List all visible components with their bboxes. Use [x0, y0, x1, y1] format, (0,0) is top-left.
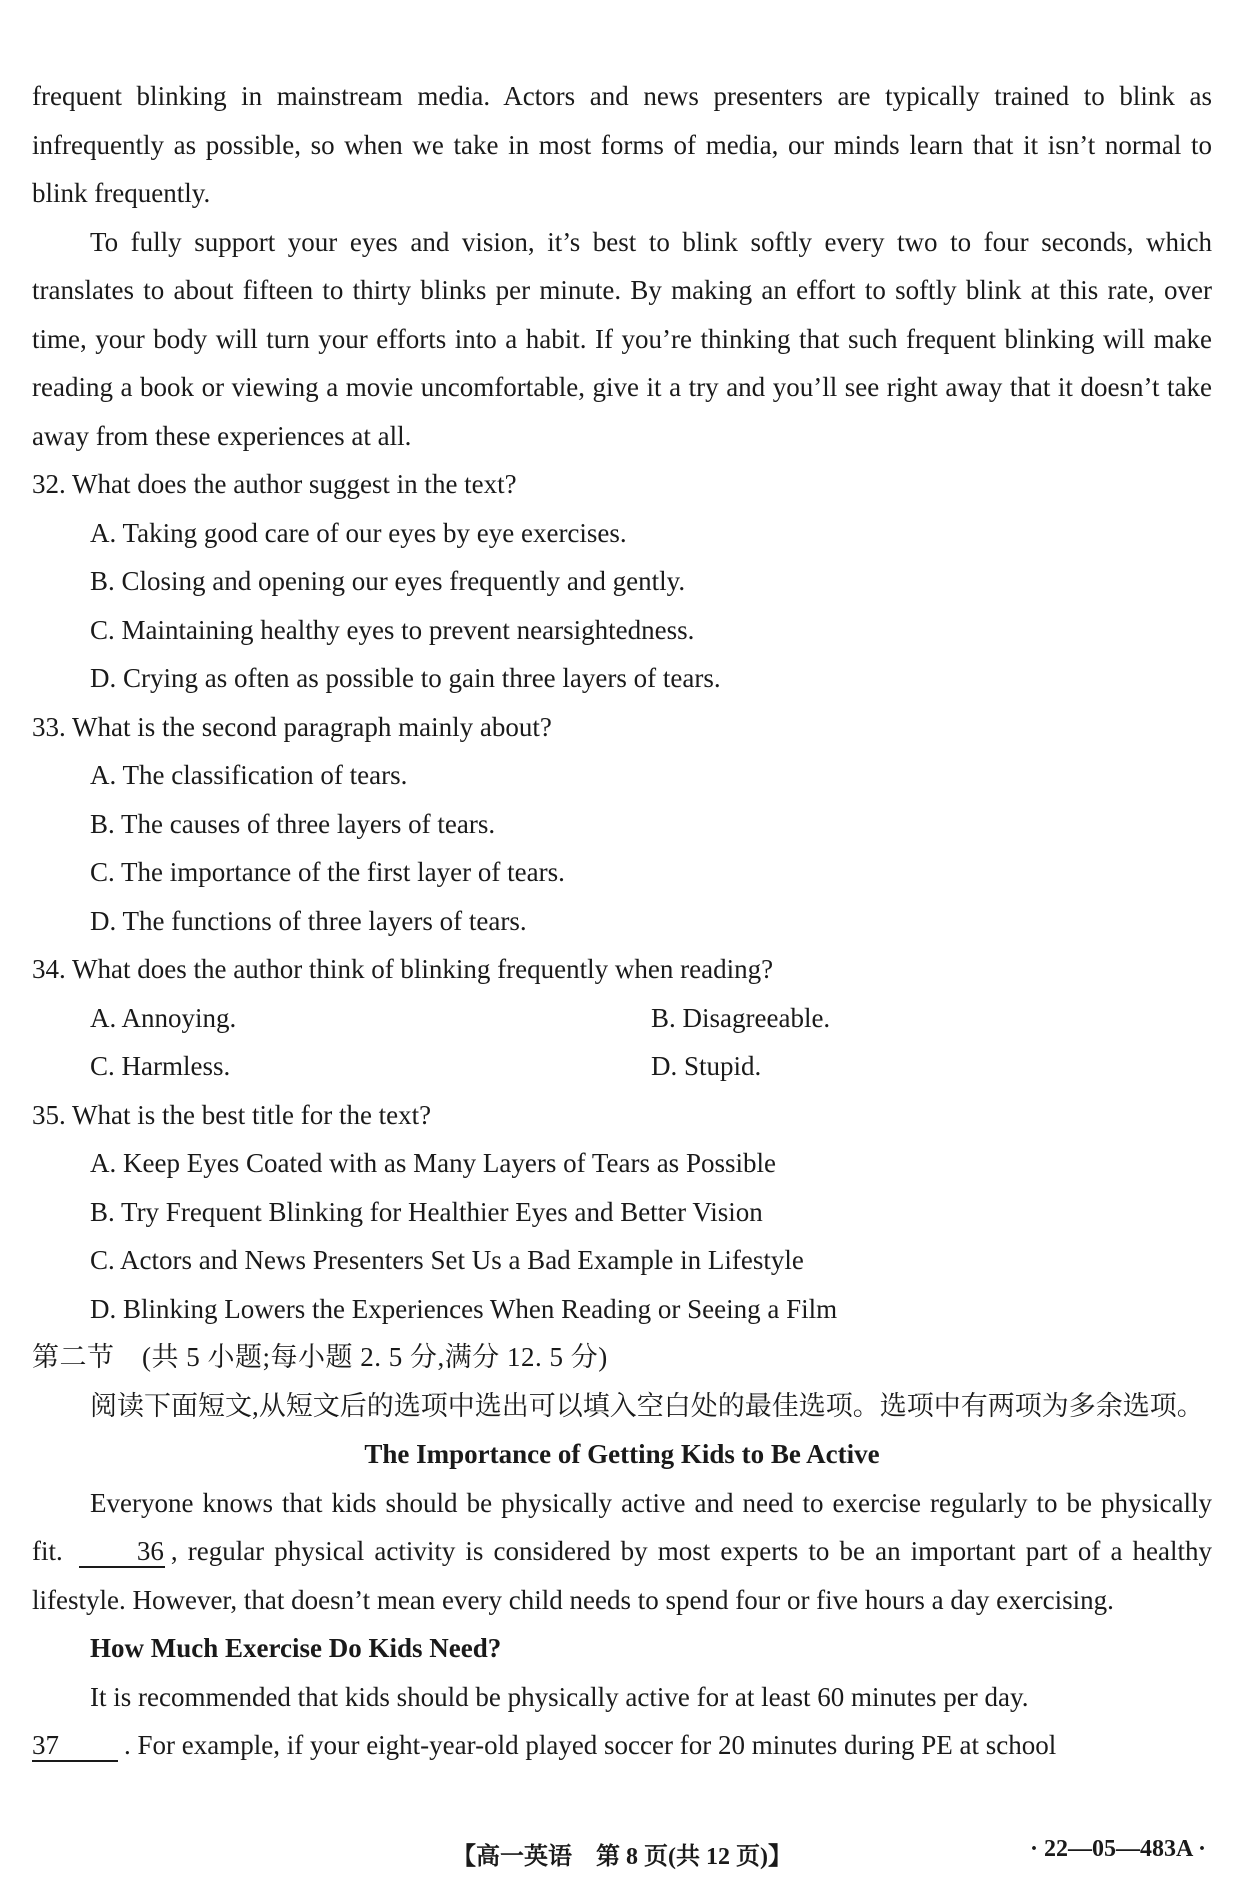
question-option: C. Actors and News Presenters Set Us a Bad Example in Lifestyle [90, 1245, 804, 1275]
question-stem: 34. What does the author think of blinking frequently when reading? [32, 954, 774, 984]
passage-title: The Importance of Getting Kids to Be Active [364, 1439, 880, 1469]
option-row [32, 1042, 1212, 1091]
question-option: A. Keep Eyes Coated with as Many Layers of Tears as Possible [90, 1148, 776, 1178]
question-option: A. Annoying. [90, 1002, 237, 1033]
passage-paragraph: To fully support your eyes and vision, it’s best to blink softly every two to four seconds, which translates to about fifteen to thirty blinks per minute. By making an effort to softly blink at this rate, over time, your body will turn your efforts into a habit. If you’re thinking that such frequent blinking will make reading a book or viewing a movie uncomfortable, give it a try and you’ll see right away that it doesn’t take away from these experiences at all. [32, 226, 1212, 451]
section-instruction: 阅读下面短文,从短文后的选项中选出可以填入空白处的最佳选项。选项中有两项为多余选项。 [90, 1390, 1204, 1421]
question-option: D. Crying as often as possible to gain three layers of tears. [90, 663, 721, 693]
blank-36: 36 [79, 1536, 165, 1568]
question-option: B. Closing and opening our eyes frequently and gently. [90, 566, 686, 596]
question-stem: 35. What is the best title for the text? [32, 1099, 432, 1130]
passage-paragraph: frequent blinking in mainstream media. Actors and news presenters are typically trained to blink as infrequently as possible, so when we take in most forms of media, our minds learn that it isn’t normal to blink frequently. [32, 81, 1212, 208]
question-option: D. Stupid. [651, 1051, 762, 1081]
exam-code: · 22—05—483A · [1029, 1836, 1206, 1862]
question-option: B. Disagreeable. [651, 1002, 831, 1033]
question-option: B. The causes of three layers of tears. [90, 808, 496, 839]
question-option: C. The importance of the first layer of tears. [90, 857, 565, 887]
paragraph-text: , regular physical activity is considered by most experts to be an important part of a healthy lifestyle. However, that doesn’t mean every child needs to spend four or five hours a day exercising. [32, 1536, 1213, 1615]
passage-paragraph: It is recommended that kids should be physically active for at least 60 minutes per day. [90, 1681, 1029, 1712]
section-heading: 第二节 (共 5 小题;每小题 2. 5 分,满分 12. 5 分) [32, 1342, 608, 1372]
passage-paragraph [32, 1479, 1212, 1625]
question-option: C. Harmless. [90, 1051, 231, 1081]
question-stem: 33. What is the second paragraph mainly about? [32, 711, 552, 742]
passage-paragraph [32, 1721, 1212, 1770]
question-option: D. The functions of three layers of tears. [90, 905, 527, 936]
question-stem: 32. What does the author suggest in the text? [32, 469, 517, 499]
question-option: D. Blinking Lowers the Experiences When Reading or Seeing a Film [90, 1293, 838, 1324]
paragraph-text: Everyone knows that kids should be physically active and need to exercise regularly to be physically fit. [32, 1487, 1212, 1566]
page-number: 【高一英语 第 8 页(共 12 页)】 [452, 1844, 792, 1870]
question-option: B. Try Frequent Blinking for Healthier Eyes and Better Vision [90, 1196, 763, 1227]
question-option: A. The classification of tears. [90, 760, 408, 790]
question-option: C. Maintaining healthy eyes to prevent nearsightedness. [90, 614, 695, 645]
question-option: A. Taking good care of our eyes by eye exercises. [90, 517, 627, 548]
blank-37: 37 [32, 1730, 118, 1762]
document-page [32, 72, 1212, 1770]
option-row [32, 994, 1212, 1043]
paragraph-text: . For example, if your eight-year-old played soccer for 20 minutes during PE at school [124, 1730, 1057, 1760]
passage-subheading: How Much Exercise Do Kids Need? [90, 1633, 502, 1663]
page-footer [0, 1836, 1244, 1876]
